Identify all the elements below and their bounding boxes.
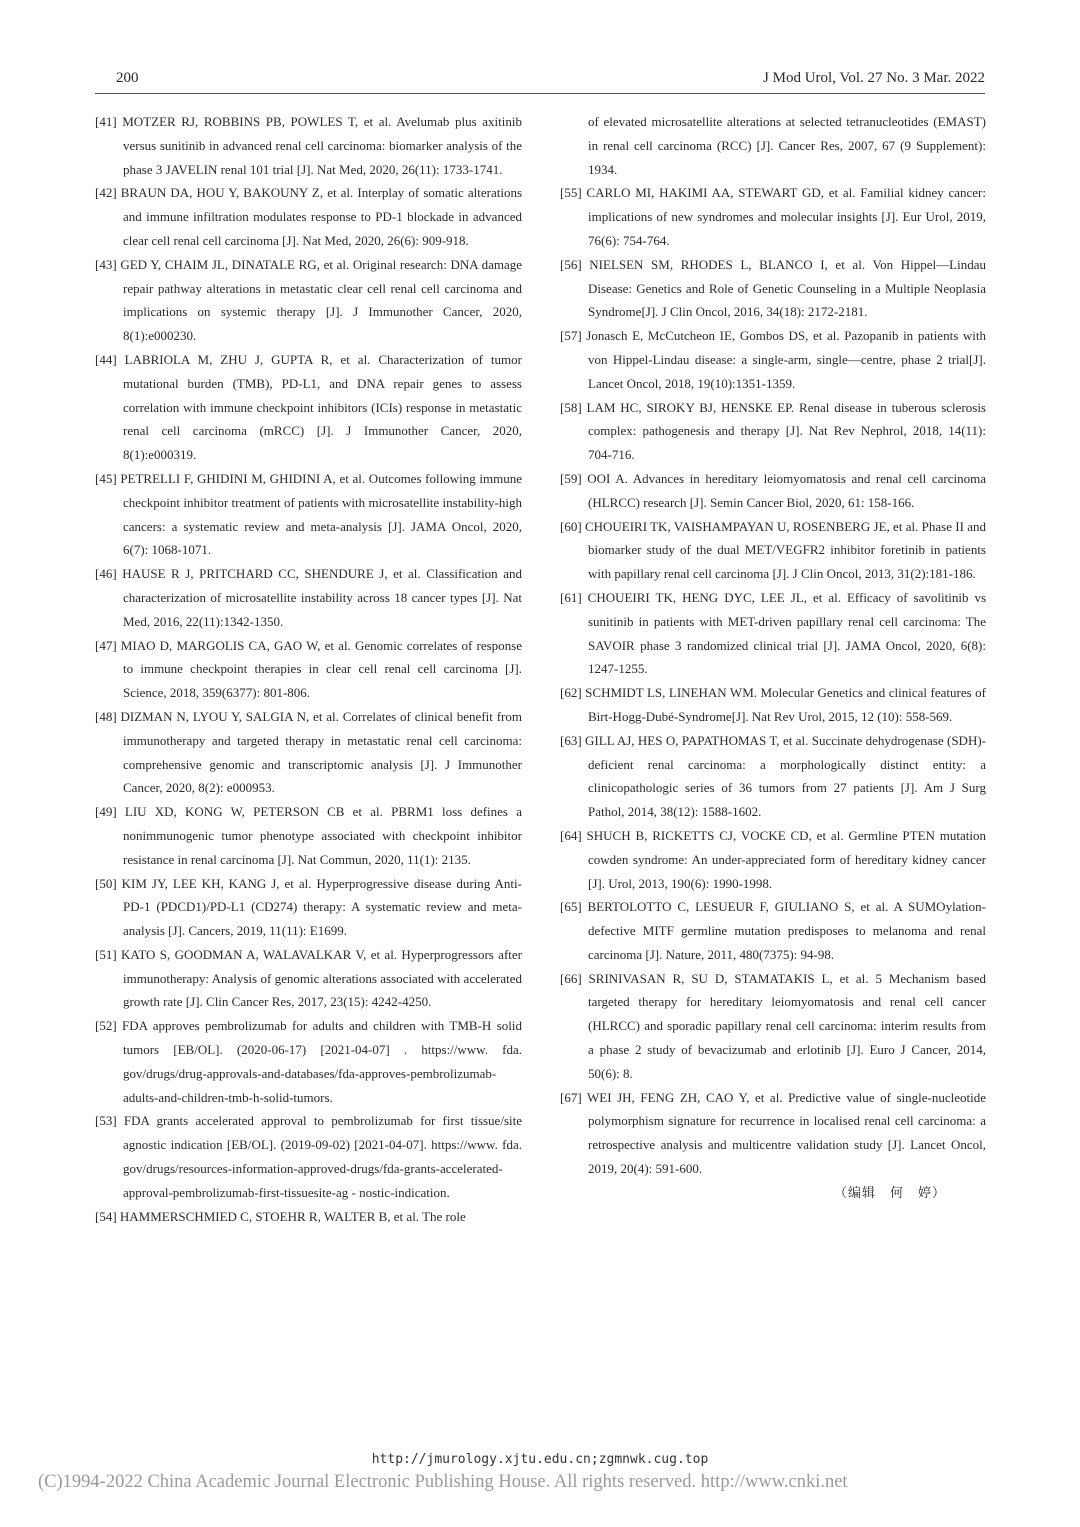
reference-47: [47] MIAO D, MARGOLIS CA, GAO W, et al. Genomic correlates of response to immune checkpoint therapies in clear cell renal cell carcinoma [J]. Science, 2018, 359(6377): 801-806. [95,637,522,701]
reference-45: [45] PETRELLI F, GHIDINI M, GHIDINI A, et al. Outcomes following immune checkpoint inhibitor treatment of patients with microsatellite instability-high cancers: a systematic review and meta-analysis [J]. JAMA Oncol, 2020, 6(7): 1068-1071. [95,470,522,558]
reference-67: [67] WEI JH, FENG ZH, CAO Y, et al. Predictive value of single-nucleotide polymorphism signature for recurrence in localised renal cell carcinoma: a retrospective analysis and multicentre validation study [J]. Lancet Oncol, 2019, 20(4): 591-600. [560,1089,986,1177]
reference-66: [66] SRINIVASAN R, SU D, STAMATAKIS L, et al. 5 Mechanism based targeted therapy for hereditary leiomyomatosis and renal cell cancer (HLRCC) and sporadic papillary renal cell carcinoma: interim results from a phase 2 study of bevacizumab and erlotinib [J]. Euro J Cancer, 2014, 50(6): 8. [560,970,986,1081]
reference-65: [65] BERTOLOTTO C, LESUEUR F, GIULIANO S, et al. A SUMOylation-defective MITF germline mutation predisposes to melanoma and renal carcinoma [J]. Nature, 2011, 480(7375): 94-98. [560,899,986,962]
reference-63: [63] GILL AJ, HES O, PAPATHOMAS T, et al. Succinate dehydrogenase (SDH)-deficient renal carcinoma: a morphologically distinct entity: a clinicopathologic series of 36 tumors from 27 patients [J]. Am J Surg Pathol, 2014, 38(12): 1588-1602. [560,732,986,820]
reference-49: [49] LIU XD, KONG W, PETERSON CB et al. PBRM1 loss defines a nonimmunogenic tumor phenotype associated with checkpoint inhibitor resistance in renal carcinoma [J]. Nat Commun, 2020, 11(1): 2135. [95,804,522,867]
reference-46: [46] HAUSE R J, PRITCHARD CC, SHENDURE J, et al. Classification and characterization of microsatellite instability across 18 cancer types [J]. Nat Med, 2016, 22(11):1342-1350. [95,566,522,629]
reference-53: [53] FDA grants accelerated approval to pembrolizumab for first tissue/site agnostic indication [EB/OL]. (2019-09-02) [2021-04-07]. https://www. fda. gov/drugs/resources-information-approved-drugs/fda-grants-accelerated-approval-pembrolizumab-first-tissuesite-ag - nostic-indication. [95,1113,522,1200]
reference-59: [59] OOI A. Advances in hereditary leiomyomatosis and renal cell carcinoma (HLRCC) research [J]. Semin Cancer Biol, 2020, 61: 158-166. [560,470,986,510]
journal-citation: J Mod Urol, Vol. 27 No. 3 Mar. 2022 [763,70,985,86]
editor-credit: （编辑 何 婷） [833,1184,946,1200]
reference-57: [57] Jonasch E, McCutcheon IE, Gombos DS, et al. Pazopanib in patients with von Hippel-Lindau disease: a single-arm, single—centre, phase 2 trial[J]. Lancet Oncol, 2018, 19(10):1351-1359. [560,328,986,391]
page-header [116,68,985,90]
page-number: 200 [116,70,139,86]
reference-50: [50] KIM JY, LEE KH, KANG J, et al. Hyperprogressive disease during Anti-PD-1 (PDCD1)/PD-L1 (CD274) therapy: A systematic review and meta-analysis [J]. Cancers, 2019, 11(11): E1699. [95,875,522,939]
reference-62: [62] SCHMIDT LS, LINEHAN WM. Molecular Genetics and clinical features of Birt-Hogg-Dubé-Syndrome[J]. Nat Rev Urol, 2015, 12 (10): 558-569. [560,685,986,724]
reference-55: [55] CARLO MI, HAKIMI AA, STEWART GD, et al. Familial kidney cancer: implications of new syndromes and molecular insights [J]. Eur Urol, 2019, 76(6): 754-764. [560,185,986,248]
copyright-watermark: (C)1994-2022 China Academic Journal Electronic Publishing House. All rights reserved. http://www.cnki.net [38,1472,848,1492]
reference-56: [56] NIELSEN SM, RHODES L, BLANCO I, et al. Von Hippel—Lindau Disease: Genetics and Role of Genetic Counseling in a Multiple Neoplasia Syndrome[J]. J Clin Oncol, 2016, 34(18): 2172-2181. [560,256,986,320]
right-column [560,110,986,1205]
reference-54-continuation: of elevated microsatellite alterations at selected tetranucleotides (EMAST) in renal cell carcinoma (RCC) [J]. Cancer Res, 2007, 67 (9 Supplement): 1934. [588,114,986,177]
reference-51: [51] KATO S, GOODMAN A, WALAVALKAR V, et al. Hyperprogressors after immunotherapy: Analysis of genomic alterations associated with accelerated growth rate [J]. Clin Cancer Res, 2017, 23(15): 4242-4250. [95,946,522,1010]
reference-60: [60] CHOUEIRI TK, VAISHAMPAYAN U, ROSENBERG JE, et al. Phase II and biomarker study of the dual MET/VEGFR2 inhibitor foretinib in patients with papillary renal cell carcinoma [J]. J Clin Oncol, 2013, 31(2):181-186. [560,518,986,582]
reference-52: [52] FDA approves pembrolizumab for adults and children with TMB-H solid tumors [EB/OL]. (2020-06-17) [2021-04-07] . https://www. fda. gov/drugs/drug-approvals-and-databases/fda-approves-pembrolizumab-adults-and-children-tmb-h-solid-tumors. [95,1018,522,1105]
reference-64: [64] SHUCH B, RICKETTS CJ, VOCKE CD, et al. Germline PTEN mutation cowden syndrome: An under-appreciated form of hereditary kidney cancer [J]. Urol, 2013, 190(6): 1990-1998. [560,827,986,891]
journal-url: http://jmurology.xjtu.edu.cn;zgmnwk.cug.top [371,1452,709,1467]
reference-54: [54] HAMMERSCHMIED C, STOEHR R, WALTER B, et al. The role [95,1208,466,1224]
reference-41: [41] MOTZER RJ, ROBBINS PB, POWLES T, et al. Avelumab plus axitinib versus sunitinib in advanced renal cell carcinoma: biomarker analysis of the phase 3 JAVELIN renal 101 trial [J]. Nat Med, 2020, 26(11): 1733-1741. [95,114,522,177]
reference-44: [44] LABRIOLA M, ZHU J, GUPTA R, et al. Characterization of tumor mutational burden (TMB), PD-L1, and DNA repair genes to assess correlation with immune checkpoint inhibitors (ICIs) response in metastatic renal cell carcinoma (mRCC) [J]. J Immunother Cancer, 2020, 8(1):e000319. [95,351,522,463]
reference-61: [61] CHOUEIRI TK, HENG DYC, LEE JL, et al. Efficacy of savolitinib vs sunitinib in patients with MET-driven papillary renal cell carcinoma: The SAVOIR phase 3 randomized clinical trial [J]. JAMA Oncol, 2020, 6(8): 1247-1255. [560,589,986,677]
reference-42: [42] BRAUN DA, HOU Y, BAKOUNY Z, et al. Interplay of somatic alterations and immune infiltration modulates response to PD-1 blockade in advanced clear cell renal cell carcinoma [J]. Nat Med, 2020, 26(6): 909-918. [95,185,522,248]
reference-58: [58] LAM HC, SIROKY BJ, HENSKE EP. Renal disease in tuberous sclerosis complex: pathogenesis and therapy [J]. Nat Rev Nephrol, 2018, 14(11): 704-716. [560,399,986,463]
reference-48: [48] DIZMAN N, LYOU Y, SALGIA N, et al. Correlates of clinical benefit from immunotherapy and targeted therapy in metastatic renal cell carcinoma: comprehensive genomic and transcriptomic analysis [J]. J Immunother Cancer, 2020, 8(2): e000953. [95,708,522,796]
left-column [95,110,522,1228]
reference-43: [43] GED Y, CHAIM JL, DINATALE RG, et al. Original research: DNA damage repair pathway alterations in metastatic clear cell renal cell carcinoma and implications on systemic therapy [J]. J Immunother Cancer, 2020, 8(1):e000230. [95,256,522,344]
header-rule [95,93,985,94]
